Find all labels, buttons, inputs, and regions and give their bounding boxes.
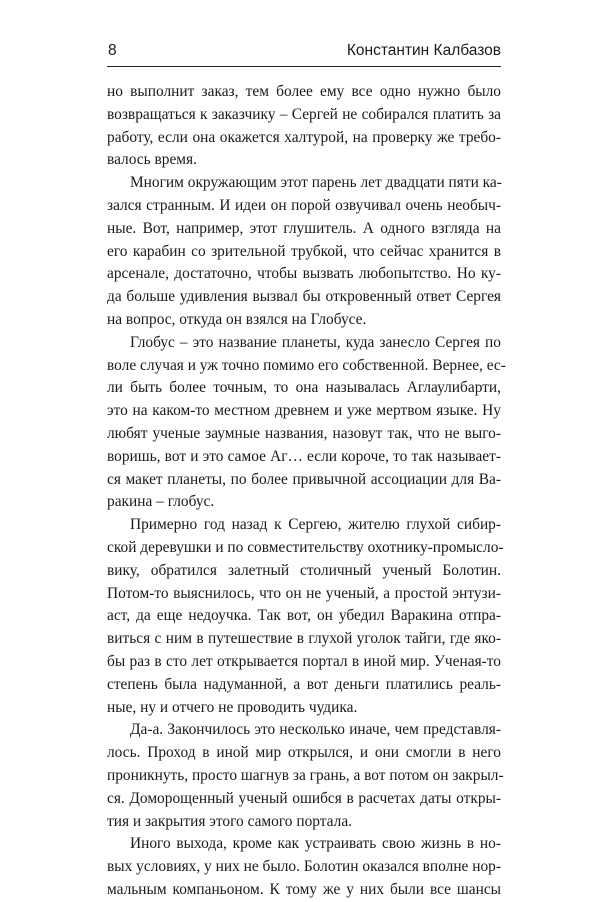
text-line: Многим окружающим этот парень лет двадцати пяти ка- (130, 174, 502, 192)
text-line: его карабин со зрительной трубкой, что сейчас хранится в (107, 242, 501, 260)
paragraph (107, 514, 504, 719)
text-line: степень была надуманной, а вот деньги платились реаль- (107, 675, 501, 693)
text-line: ся. Доморощенный ученый ошибся в расчетах даты откры- (107, 789, 501, 807)
text-line: возвращаться к заказчику – Сергей не собирался платить за (107, 105, 501, 123)
text-line: Потом-то выяснилось, что он не ученый, а простой энтузи- (107, 584, 501, 602)
text-line: аст, да еще недоучка. Так вот, он убедил Варакина отпра- (107, 607, 501, 625)
text-line: ные, ну и отчего не проводить чудика. (107, 698, 358, 716)
text-line: лось. Проход в иной мир открылся, и они смогли в него (107, 744, 501, 762)
page-number: 8 (108, 42, 117, 59)
text-line: любят ученые заумные названия, назовут так, что не выго- (107, 424, 501, 442)
text-line: но выполнит заказ, тем более ему все одно нужно было (107, 83, 501, 100)
paragraph (107, 172, 501, 332)
text-line: тия и закрытия этого самого портала. (107, 812, 353, 830)
text-line: да больше удивления вызвал бы откровенный ответ Сергея (107, 288, 501, 306)
paragraph (107, 719, 504, 833)
text-line: Иного выхода, кроме как устраивать свою жизнь в но- (130, 835, 501, 853)
text-line: Да-а. Закончилось это несколько иначе, чем представля- (130, 721, 501, 739)
text-line: арсенале, достаточно, чтобы вызвать любопытство. Но ку- (107, 265, 501, 283)
text-line: ся макет планеты, по более привычной ассоциации для Ва- (107, 470, 501, 488)
text-line: ской деревушки и по совместительству охотнику-промысло- (107, 538, 504, 556)
text-line: бы раз в сто лет открывается портал в иной мир. Ученая-то (107, 652, 501, 670)
paragraph (107, 332, 506, 514)
text-line: вику, обратился залетный столичный ученый Болотин. (107, 561, 501, 579)
page-header (107, 40, 501, 67)
text-line: на вопрос, откуда он взялся на Глобусе. (107, 310, 367, 328)
text-line: ные. Вот, например, этот глушитель. А одного взгляда на (107, 219, 501, 237)
text-line: это на каком-то местном древнем и уже мертвом языке. Ну (107, 402, 501, 420)
text-line: валось время. (107, 151, 197, 169)
text-line: работу, если она окажется халтурой, на проверку же требо- (107, 128, 501, 146)
running-title: Константин Калбазов (346, 42, 501, 59)
text-line: Примерно год назад к Сергею, жителю глухой сибир- (130, 516, 501, 534)
paragraph (107, 81, 501, 172)
text-line: проникнуть, просто шагнув за грань, а вот потом он закрыл- (107, 766, 504, 784)
text-line: ли быть более точным, то она называлась Аглаулибарти, (107, 379, 501, 397)
text-line: виться с ним в путешествие в глухой уголок тайги, где яко- (107, 630, 501, 648)
text-line: зался странным. И идеи он порой озвучивал очень необыч- (107, 196, 501, 214)
text-line: Глобус – это название планеты, куда занесло Сергея по (130, 333, 501, 351)
text-line: воле случая и уж точно помимо его собственной. Вернее, ес- (107, 356, 506, 374)
text-line: ракина – глобус. (107, 493, 215, 511)
body-text (107, 81, 506, 902)
paragraph (107, 833, 501, 901)
text-line: мальным компаньоном. К тому же у них были все шансы (107, 880, 501, 898)
text-line: вых условиях, у них не было. Болотин оказался вполне нор- (107, 858, 501, 876)
text-line: воришь, вот и это самое Аг… если короче, то так называет- (107, 447, 501, 465)
